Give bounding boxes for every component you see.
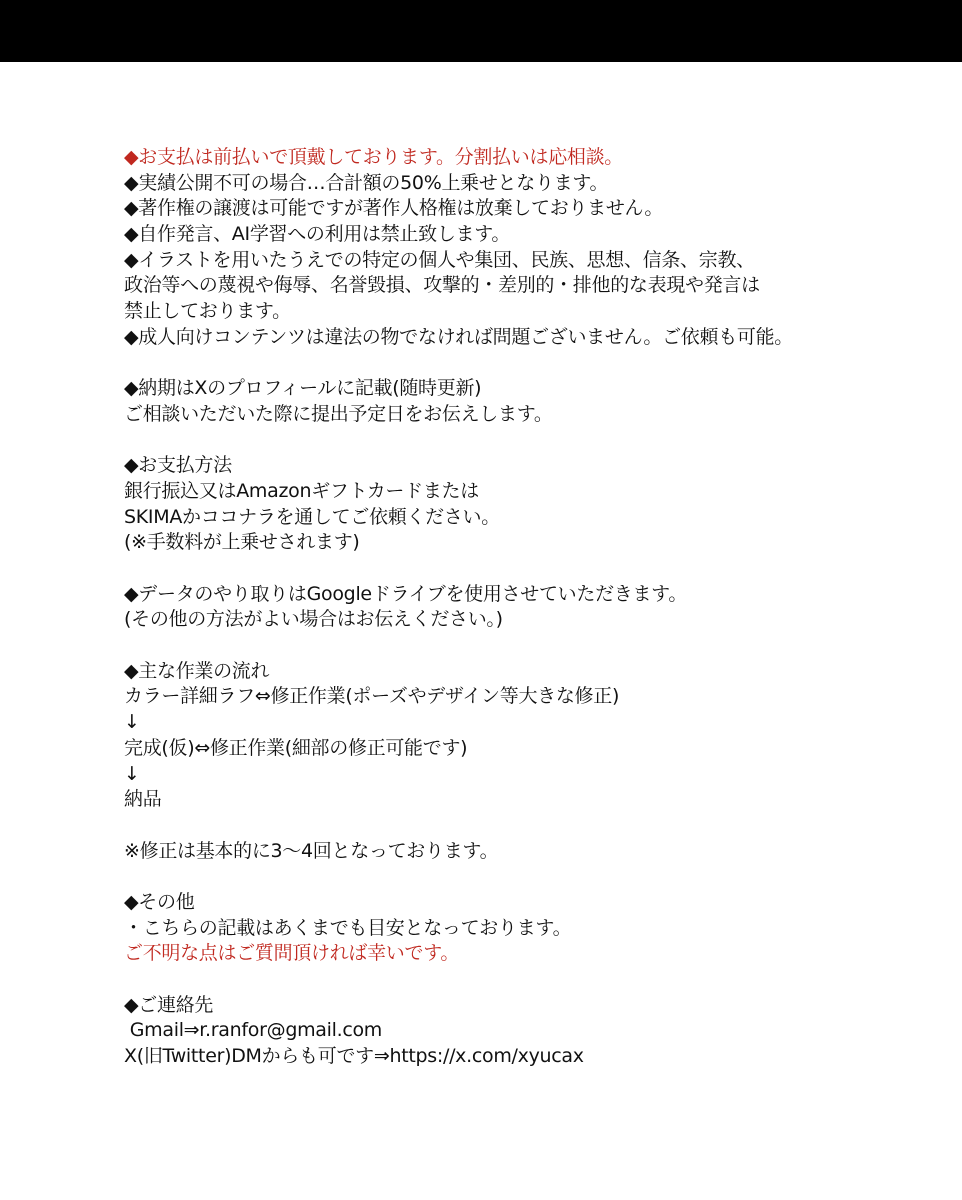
spacer [124,633,944,659]
contact-heading: ◆ご連絡先 [124,993,214,1016]
delivery-heading: ◆納期はXのプロフィールに記載(随時更新) [124,377,482,400]
ai-ban-line: ◆自作発言、AI学習への利用は禁止致します。 [124,223,511,246]
spacer [124,967,944,993]
payment-method-line-1: 銀行振込又はAmazonギフトカードまたは [124,479,479,502]
payment-terms-line: ◆お支払は前払いで頂戴しております。分割払いは応相談。 [124,146,623,168]
spacer [124,428,944,454]
spacer [124,813,944,839]
terms-document [124,145,944,1070]
restriction-line-1: ◆イラストを用いたうえでの特定の個人や集団、民族、思想、信条、宗教、 [124,248,755,271]
other-heading: ◆その他 [124,890,195,913]
revision-note: ※修正は基本的に3〜4回となっております。 [124,839,499,862]
spacer [124,556,944,582]
restriction-line-3: 禁止しております。 [124,300,291,323]
down-arrow-icon: ↓ [124,711,140,734]
top-black-bar [0,0,962,62]
contact-gmail: Gmail⇒r.ranfor@gmail.com [124,1019,383,1042]
payment-method-line-3: (※手数料が上乗せされます) [124,531,360,554]
adult-content-line: ◆成人向けコンテンツは違法の物でなければ問題ございません。ご依頼も可能。 [124,325,794,348]
spacer [124,351,944,377]
workflow-heading: ◆主な作業の流れ [124,659,270,682]
non-public-surcharge-line: ◆実績公開不可の場合…合計額の50%上乗せとなります。 [124,171,609,194]
contact-x-dm: X(旧Twitter)DMからも可です⇒https://x.com/xyucax [124,1045,584,1068]
workflow-step-2: 完成(仮)⇔修正作業(細部の修正可能です) [124,736,468,759]
down-arrow-icon: ↓ [124,762,140,785]
data-exchange-note: (その他の方法がよい場合はお伝えください。) [124,608,503,631]
payment-method-line-2: SKIMAかココナラを通してご依頼ください。 [124,505,500,528]
spacer [124,864,944,890]
data-exchange-heading: ◆データのやり取りはGoogleドライブを使用させていただきます。 [124,582,688,605]
questions-line: ご不明な点はご質問頂ければ幸いです。 [124,942,460,965]
delivery-note: ご相談いただいた際に提出予定日をお伝えします。 [124,402,553,425]
workflow-step-3: 納品 [124,788,162,811]
workflow-step-1: カラー詳細ラフ⇔修正作業(ポーズやデザイン等大きな修正) [124,685,620,708]
other-note: ・こちらの記載はあくまでも目安となっております。 [124,916,572,939]
payment-method-heading: ◆お支払方法 [124,454,232,477]
restriction-line-2: 政治等への蔑視や侮辱、名誉毀損、攻撃的・差別的・排他的な表現や発言は [124,274,760,297]
copyright-line: ◆著作権の譲渡は可能ですが著作人格権は放棄しておりません。 [124,197,664,220]
